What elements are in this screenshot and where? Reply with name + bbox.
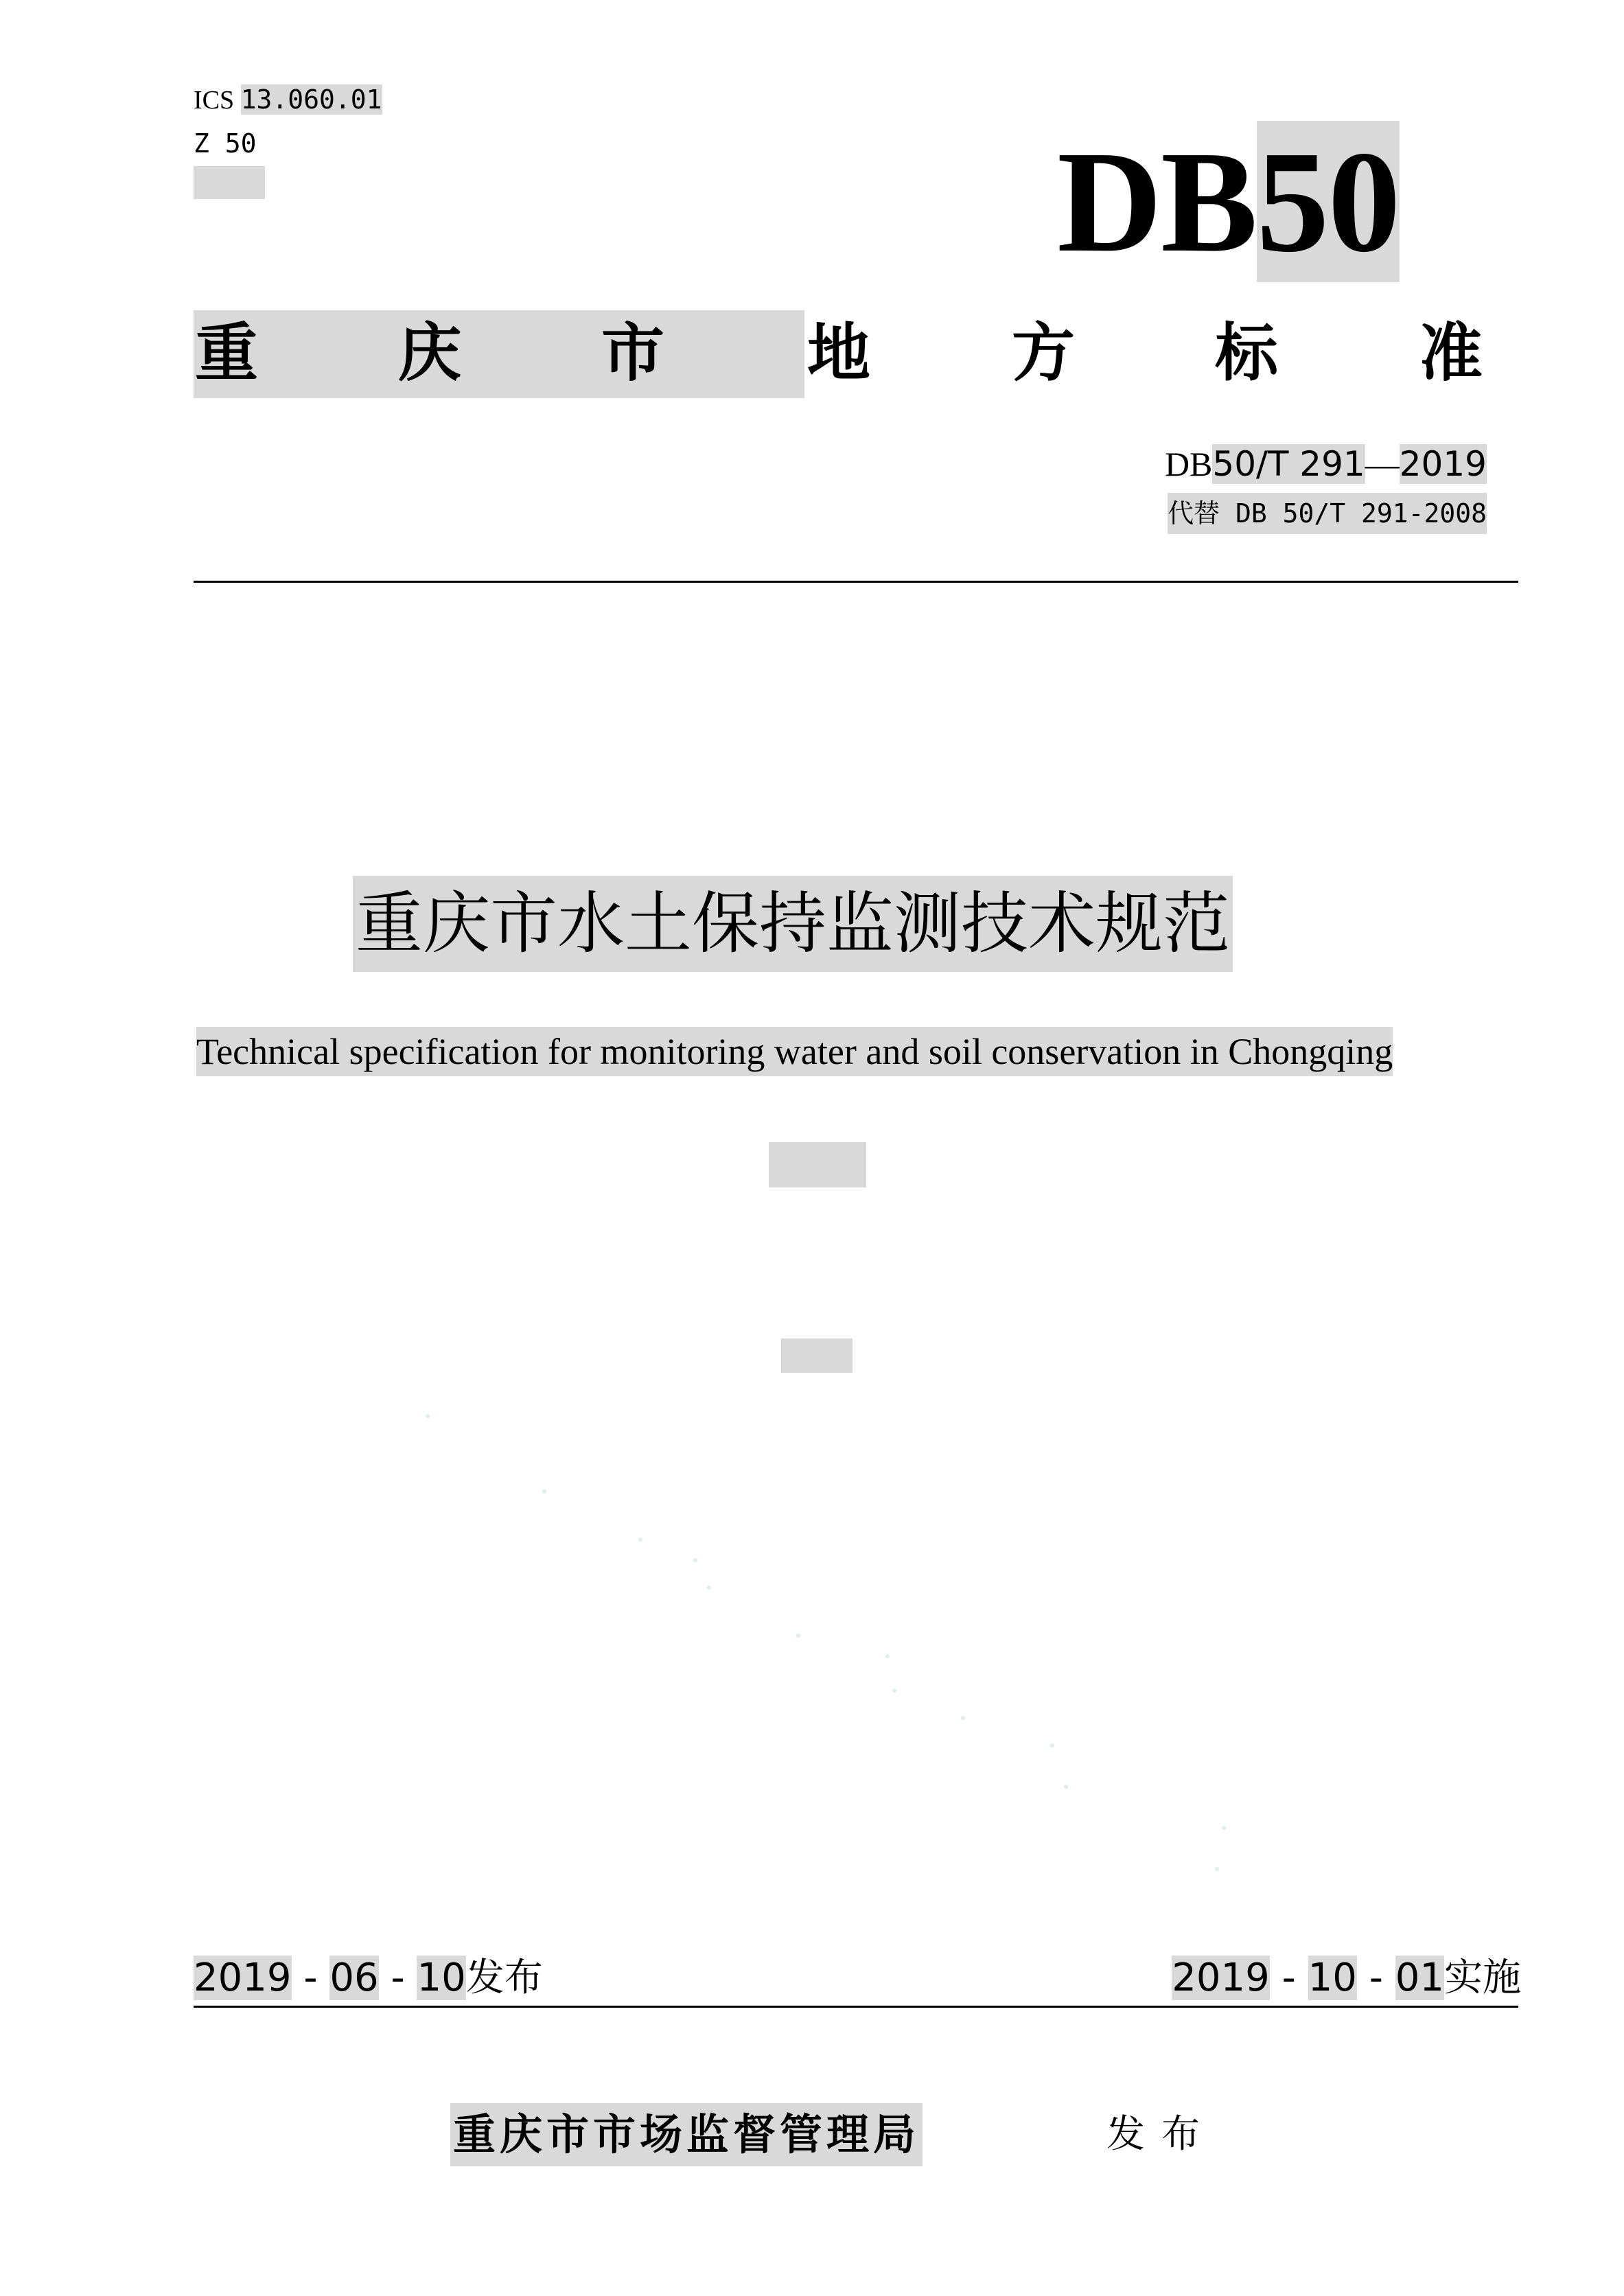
standard-type-char: 市 (601, 316, 665, 390)
db-logo (1057, 121, 1400, 282)
divider (194, 2006, 1518, 2008)
date-separator: - (303, 1956, 318, 2000)
standard-type-highlight (194, 310, 804, 398)
issue-day: 10 (417, 1956, 466, 2000)
divider (194, 581, 1518, 583)
db-logo-prefix: DB (1057, 121, 1257, 282)
replaces-notice: 代替 DB 50/T 291-2008 (1168, 493, 1487, 534)
document-number-prefix: DB (1164, 445, 1213, 483)
implementation-date (1172, 1951, 1521, 2006)
ics-label: ICS (194, 86, 235, 115)
date-separator: - (391, 1956, 405, 2000)
ics-line (194, 80, 382, 120)
standard-type-char: 方 (1012, 316, 1076, 390)
issue-month: 06 (329, 1956, 379, 2000)
issue-word: 发布 (1106, 2112, 1216, 2157)
classification-code: Z 50 (194, 128, 257, 159)
document-number-dash: — (1365, 445, 1400, 483)
blank-field (194, 166, 265, 199)
impl-label: 实施 (1444, 1956, 1521, 2000)
impl-day: 01 (1395, 1956, 1444, 2000)
standard-type-char: 标 (1215, 316, 1279, 390)
blank-field (769, 1142, 866, 1187)
standard-type-char: 庆 (398, 316, 462, 390)
date-separator: - (1281, 1956, 1296, 2000)
standard-type-char: 重 (195, 316, 259, 390)
blank-field (781, 1338, 852, 1373)
date-separator: - (1369, 1956, 1383, 2000)
document-number-year: 2019 (1399, 444, 1487, 484)
standard-type-char: 地 (807, 316, 871, 390)
impl-month: 10 (1308, 1956, 1357, 2000)
ics-code: 13.060.01 (240, 84, 382, 115)
document-title: 重庆市水土保持监测技术规范 (353, 876, 1233, 972)
document-title-english: Technical specification for monitoring water and soil conservation in Chongqing (196, 1027, 1393, 1076)
document-number (1165, 439, 1487, 489)
issue-year: 2019 (194, 1956, 292, 2000)
impl-year: 2019 (1172, 1956, 1270, 2000)
standard-type-char: 准 (1419, 316, 1483, 390)
issue-label: 发布 (465, 1956, 543, 2000)
document-number-main: 50/T 291 (1212, 444, 1365, 484)
issue-date (194, 1951, 543, 2006)
db-logo-number: 50 (1256, 121, 1400, 282)
issuing-authority: 重庆市市场监督管理局 (450, 2103, 923, 2166)
